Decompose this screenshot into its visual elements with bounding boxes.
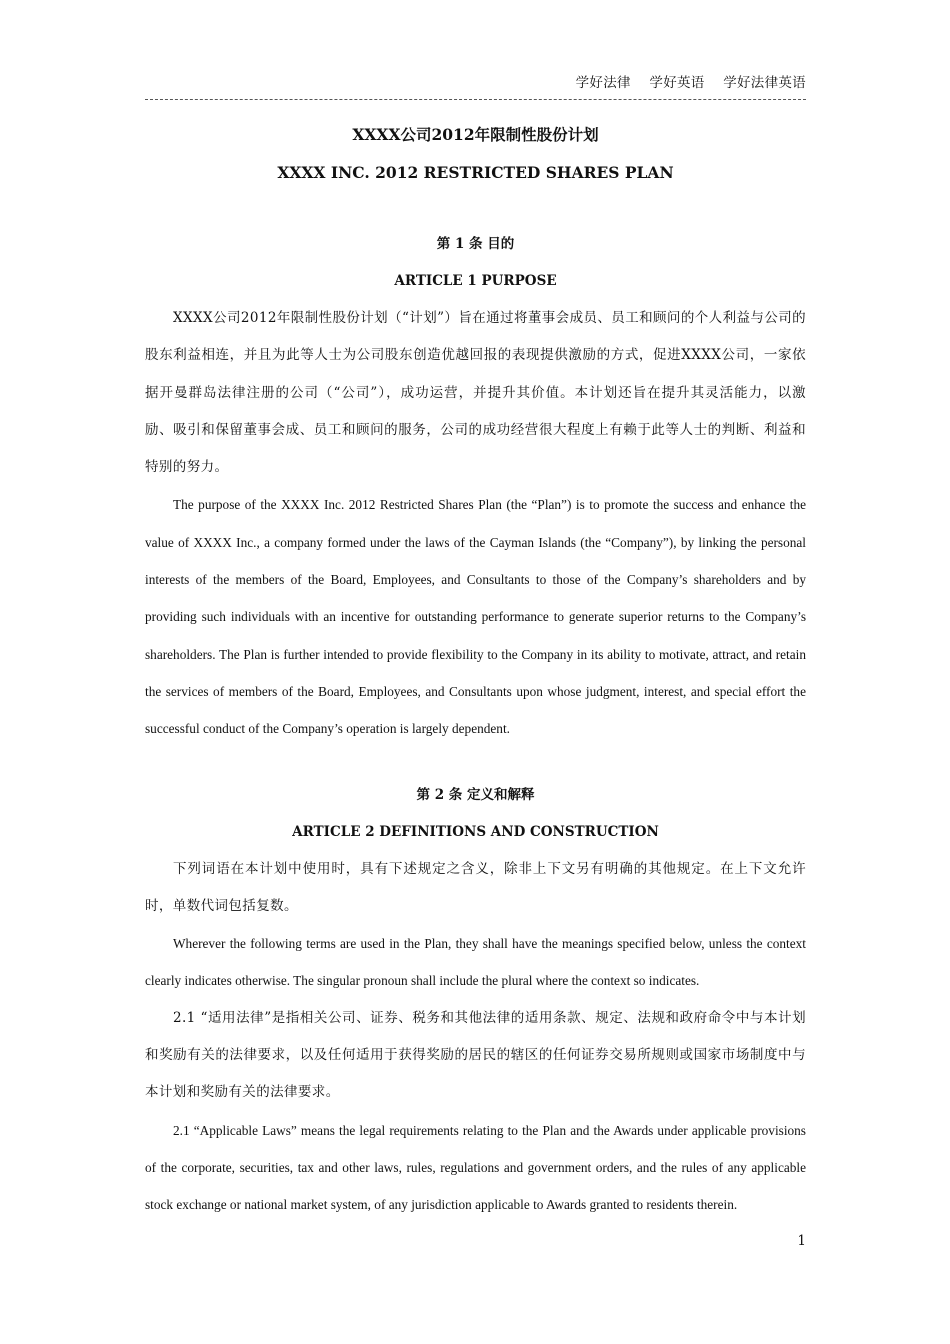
article-2-heading-en: ARTICLE 2 DEFINITIONS AND CONSTRUCTION [292, 823, 659, 840]
article-2-paragraph-2-cn: 2.1 “适用法律”是指相关公司、证券、税务和其他法律的适用条款、规定、法规和政府命令中与本计划和奖励有关的法律要求，以及任何适用于获得奖励的居民的辖区的任何证券交易所规则或国家市场制度中与本计划和奖励有关的法律要求。 [145, 1009, 806, 1101]
article-1-paragraph-en: The purpose of the XXXX Inc. 2012 Restricted Shares Plan (the “Plan”) is to promote the success and enhance the value of XXXX Inc., a company formed under the laws of the Cayman Islands (the “Company”), by linking the personal interests of the members of the Board, Employees, and Consultants to those of the Company’s shareholders and by providing such individuals with an incentive for outstanding performance to generate superior returns to the Company’s shareholders. The Plan is further intended to provide flexibility to the Company in its ability to motivate, attract, and retain the services of members of the Board, Employees, and Consultants upon whose judgment, interest, and special effort the successful conduct of the Company’s operation is largely dependent. [145, 497, 806, 737]
article-1-heading-en: ARTICLE 1 PURPOSE [394, 273, 557, 289]
article-1-paragraph-cn: XXXX公司2012年限制性股份计划（“计划”）旨在通过将董事会成员、员工和顾问的个人利益与公司的股东利益相连，并且为此等人士为公司股东创造优越回报的表现提供激励的方式，促进XXXX公司，一家依据开曼群岛法律注册的公司（“公司”），成功运营，并提升其价值。本计划还旨在提升其灵活能力，以激励、吸引和保留董事会成、员工和顾问的服务，公司的成功经营很大程度上有赖于此等人士的判断、利益和特别的努力。 [145, 310, 806, 476]
header-item: 学好英语 [649, 75, 705, 91]
article-2-paragraph-1-cn: 下列词语在本计划中使用时，具有下述规定之含义，除非上下文另有明确的其他规定。在上下文允许时，单数代词包括复数。 [145, 860, 806, 914]
article-2-heading-cn: 第 2 条 定义和解释 [416, 786, 535, 803]
document-body [145, 118, 806, 1224]
document-title-en: XXXX INC. 2012 RESTRICTED SHARES PLAN [277, 163, 674, 182]
header-item: 学好法律英语 [723, 75, 806, 91]
page-number: 1 [797, 1233, 806, 1249]
header-item: 学好法律 [575, 75, 631, 91]
header-divider [145, 99, 806, 100]
article-2-paragraph-1-en: Wherever the following terms are used in the Plan, they shall have the meanings specified below, unless the context clearly indicates otherwise. The singular pronoun shall include the plural where the context so indicates. [145, 936, 806, 989]
page-header [576, 71, 806, 91]
article-1-heading-cn: 第 1 条 目的 [436, 236, 515, 252]
article-2-paragraph-2-en: 2.1 “Applicable Laws” means the legal requirements relating to the Plan and the Awards under applicable provisions of the corporate, securities, tax and other laws, rules, regulations and government orders, and the rules of any applicable stock exchange or national market system, of any jurisdiction applicable to Awards granted to residents therein. [145, 1122, 806, 1213]
document-title-cn: XXXX公司2012年限制性股份计划 [352, 125, 599, 144]
